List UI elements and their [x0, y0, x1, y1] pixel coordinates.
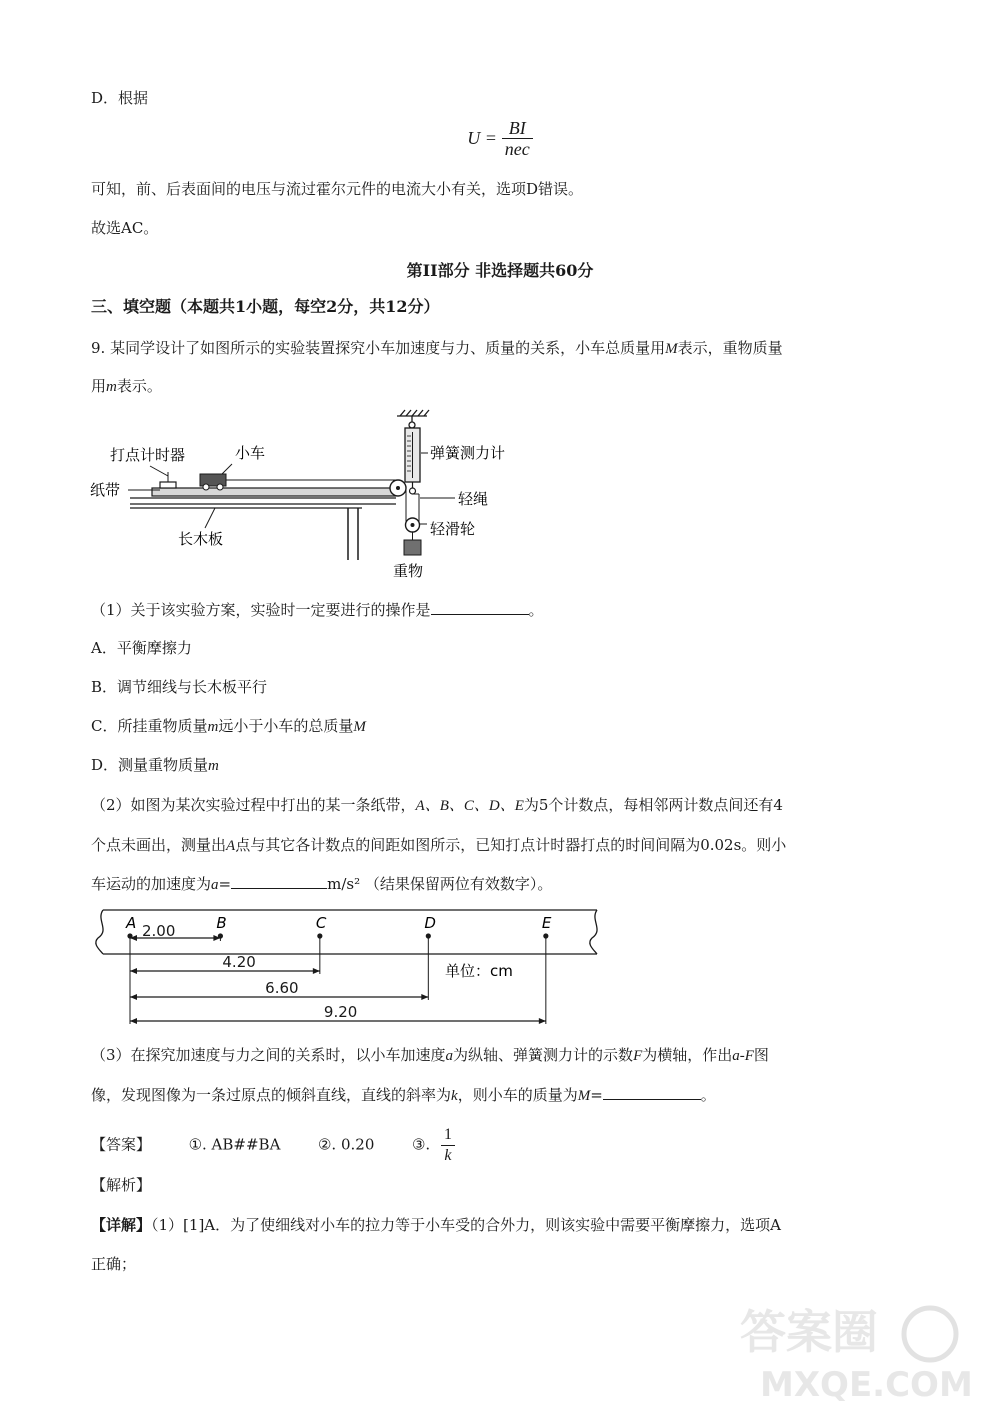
watermark-text-cn: 答案圈 — [740, 1305, 878, 1359]
formula-fraction — [502, 118, 533, 159]
option-d-text: D．测量重物质量 — [91, 756, 209, 774]
part2-text-3a: 车运动的加速度为 — [91, 875, 212, 893]
answer-3-fraction — [441, 1125, 455, 1166]
formula-lhs: U = — [467, 128, 497, 148]
option-d-label: D．根据 — [91, 89, 149, 107]
stem-text-2a: 用 — [91, 377, 107, 395]
part1-answer-blank[interactable] — [431, 600, 529, 615]
dim-label-4: 9.20 — [323, 1003, 358, 1021]
part2-text-2b: 点与其它各计数点的间距如图所示，已知打点计时器打点的时间间隔为0.02s。则小 — [235, 836, 787, 854]
question-stem-line1 — [91, 338, 783, 359]
part1-prompt-text: （1）关于该实验方案，实验时一定要进行的操作是 — [91, 601, 431, 619]
part3-var-F: F — [633, 1048, 643, 1064]
dim-arrow-left-3 — [130, 994, 137, 1000]
answer-line — [91, 1125, 455, 1171]
part2-line3 — [91, 874, 552, 895]
option-d-conclusion: 可知，前、后表面间的电压与流过霍尔元件的电流大小有关，选项D错误。 — [91, 180, 584, 198]
detail-label: 【详解】 — [91, 1216, 152, 1234]
option-c-text-a: C．所挂重物质量 — [91, 717, 208, 735]
analysis-label: 【解析】 — [91, 1176, 152, 1194]
part3-text-1c: 为横轴，作出 — [642, 1046, 733, 1064]
part2-point-A: A — [226, 838, 236, 854]
part3-text-2d: 。 — [700, 1086, 716, 1104]
answer-1: ①. AB##BA — [188, 1135, 281, 1154]
part2-line2 — [91, 835, 786, 856]
tape-point-label-a: A — [126, 914, 137, 932]
stem-var-m: m — [106, 379, 117, 395]
weight-block — [404, 540, 421, 555]
long-board — [130, 488, 396, 508]
stem-text-1b: 表示，重物质量 — [677, 339, 783, 357]
label-tape: 纸带 — [90, 481, 121, 499]
watermark-text-url: MXQE.COM — [760, 1365, 973, 1405]
answer-2: ②. 0.20 — [317, 1135, 375, 1154]
detail-line2: 正确； — [91, 1255, 137, 1273]
dim-arrow-left-2 — [130, 968, 137, 974]
formula-numerator: BI — [502, 118, 533, 139]
option-c-var-m: m — [207, 719, 219, 735]
label-cart: 小车 — [235, 444, 266, 462]
dim-arrow-left-4 — [130, 1018, 137, 1024]
part2-equals: = — [218, 875, 232, 893]
label-pulley: 轻滑轮 — [430, 520, 476, 538]
tape-point-label-e: E — [541, 914, 552, 932]
part2-var-a: a — [211, 877, 219, 893]
part3-text-1d: 图 — [753, 1046, 769, 1064]
apparatus-diagram — [0, 400, 1000, 590]
dim-arrow-right-2 — [313, 968, 320, 974]
light-pulley — [406, 518, 420, 540]
tape-unit: 单位：cm — [445, 962, 513, 980]
spring-scale — [405, 428, 420, 494]
end-pulley — [390, 480, 406, 496]
part3-text-2b: ，则小车的质量为 — [457, 1086, 578, 1104]
tape-point-label-c: C — [315, 914, 327, 932]
watermark-logo — [730, 1296, 980, 1406]
stem-text-2b: 表示。 — [116, 377, 162, 395]
part1-option-c — [91, 716, 366, 737]
tape-point-label-b: B — [216, 914, 227, 932]
dim-label-3: 6.60 — [265, 979, 299, 997]
part3-text-1a: （3）在探究加速度与力之间的关系时，以小车加速度 — [91, 1046, 446, 1064]
part3-var-k: k — [451, 1088, 458, 1104]
choose-line: 故选AC。 — [91, 219, 159, 237]
dim-label-2: 4.20 — [222, 953, 256, 971]
part2-answer-blank[interactable] — [231, 874, 327, 889]
label-rope: 轻绳 — [458, 490, 489, 508]
part1-prompt-end: 。 — [528, 601, 544, 619]
part3-equals: = — [590, 1086, 603, 1104]
label-spring-scale: 弹簧测力计 — [430, 444, 506, 462]
part3-text-2a: 像，发现图像为一条过原点的倾斜直线，直线的斜率为 — [91, 1086, 452, 1104]
option-c-var-M: M — [353, 719, 366, 735]
tape-point-label-d: D — [424, 914, 436, 932]
part3-line2 — [91, 1085, 716, 1106]
table — [348, 508, 358, 560]
dim-arrow-right-4 — [539, 1018, 546, 1024]
dim-arrow-right-3 — [421, 994, 428, 1000]
paper-tape-figure — [0, 900, 1000, 1030]
part2-line1 — [91, 795, 783, 816]
part3-text-1b: 为纵轴、弹簧测力计的示数 — [453, 1046, 634, 1064]
answer-3-denominator: k — [444, 1147, 452, 1164]
formula-denominator: nec — [504, 139, 530, 159]
part3-var-a: a — [445, 1048, 454, 1064]
part2-text-1b: 为5个计数点，每相邻两计数点间还有4 — [523, 796, 783, 814]
option-c-text-b: 远小于小车的总质量 — [218, 717, 354, 735]
part3-line1 — [91, 1045, 769, 1066]
formula-block — [0, 118, 1000, 159]
part1-prompt — [91, 600, 544, 620]
answer-3-numerator: 1 — [441, 1125, 455, 1146]
question-stem-line2 — [91, 376, 162, 397]
detail-line1 — [91, 1215, 781, 1235]
part1-option-a: A．平衡摩擦力 — [91, 639, 192, 657]
answer-3-prefix: ③. — [411, 1135, 431, 1154]
tape-points — [125, 914, 552, 939]
ceiling-support — [397, 410, 429, 428]
stem-text-1a: 9. 某同学设计了如图所示的实验装置探究小车加速度与力、质量的关系，小车总质量用 — [91, 339, 666, 357]
part2-unit-text: m/s² （结果保留两位有效数字）。 — [327, 875, 553, 893]
part1-option-d — [91, 755, 219, 776]
stem-var-M: M — [665, 341, 678, 357]
label-weight: 重物 — [393, 562, 424, 580]
part3-answer-blank[interactable] — [603, 1085, 701, 1100]
part2-points: A、B、C、D、E — [415, 798, 524, 814]
label-timer: 打点计时器 — [110, 446, 186, 464]
part-title: 第II部分 非选择题共60分 — [406, 261, 594, 280]
part2-text-2a: 个点未画出，测量出 — [91, 836, 227, 854]
part3-var-M: M — [577, 1088, 591, 1104]
part3-var-aF: a-F — [732, 1048, 754, 1064]
dim-label-1: 2.00 — [142, 922, 176, 940]
section-title: 三、填空题（本题共1小题，每空2分，共12分） — [91, 297, 440, 316]
timer-device — [160, 472, 176, 488]
answer-label: 【答案】 — [91, 1135, 152, 1154]
label-board: 长木板 — [178, 530, 224, 548]
part2-text-1a: （2）如图为某次实验过程中打出的某一条纸带， — [91, 796, 416, 814]
option-d-var-m: m — [208, 758, 219, 774]
part1-option-b: B．调节细线与长木板平行 — [91, 678, 268, 696]
detail-text: （1）[1]A．为了使细线对小车的拉力等于小车受的合外力，则该实验中需要平衡摩擦力，选项A — [151, 1216, 781, 1234]
